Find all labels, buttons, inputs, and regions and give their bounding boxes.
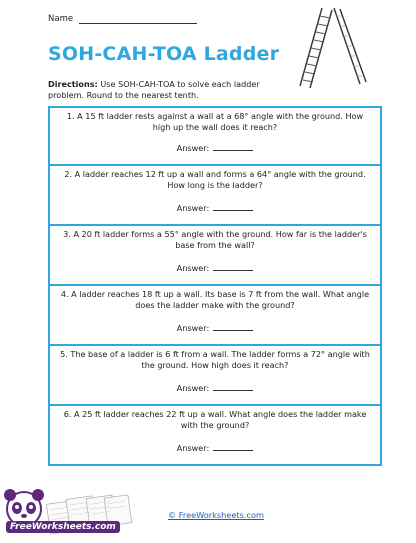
answer-blank[interactable] (213, 443, 253, 451)
answer-label: Answer: (176, 443, 210, 453)
ladder-illustration (292, 4, 370, 90)
copyright-link[interactable]: © FreeWorksheets.com (168, 510, 264, 520)
problem-list (48, 106, 382, 466)
answer-row (50, 383, 380, 394)
name-line[interactable] (79, 14, 197, 24)
problem-box (48, 106, 382, 166)
problem-box (48, 346, 382, 406)
problem-text: 1. A 15 ft ladder rests against a wall at a 68° angle with the ground. How high up the wall does it reach? (66, 111, 364, 132)
answer-blank[interactable] (213, 263, 253, 271)
answer-label: Answer: (176, 323, 210, 333)
problem-text: 5. The base of a ladder is 6 ft from a wall. The ladder forms a 72° angle with the ground. How high does it reach? (60, 349, 370, 370)
answer-row (50, 263, 380, 274)
problem-box (48, 166, 382, 226)
answer-label: Answer: (176, 263, 210, 273)
answer-label: Answer: (176, 203, 210, 213)
name-field-row (48, 14, 197, 24)
site-logo (0, 487, 140, 539)
problem-text: 2. A ladder reaches 12 ft up a wall and forms a 64° angle with the ground. How long is the ladder? (64, 169, 366, 190)
answer-blank[interactable] (213, 203, 253, 211)
problem-text: 3. A 20 ft ladder forms a 55° angle with the ground. How far is the ladder's base from the wall? (63, 229, 367, 250)
problem-text: 6. A 25 ft ladder reaches 22 ft up a wall. What angle does the ladder make with the ground? (63, 409, 367, 430)
answer-blank[interactable] (213, 143, 253, 151)
answer-row (50, 323, 380, 334)
name-label: Name (48, 14, 74, 24)
directions-label: Directions: (48, 79, 98, 89)
answer-label: Answer: (176, 383, 210, 393)
answer-label: Answer: (176, 143, 210, 153)
answer-row (50, 203, 380, 214)
problem-box (48, 406, 382, 466)
directions-text: Use SOH-CAH-TOA to solve each ladder problem. Round to the nearest tenth. (48, 79, 260, 100)
problem-text: 4. A ladder reaches 18 ft up a wall. Its base is 7 ft from the wall. What angle does the ladder make with the ground? (60, 289, 370, 310)
answer-blank[interactable] (213, 323, 253, 331)
answer-blank[interactable] (213, 383, 253, 391)
problem-box (48, 286, 382, 346)
answer-row (50, 443, 380, 454)
problem-box (48, 226, 382, 286)
directions (48, 79, 298, 101)
page-title: SOH-CAH-TOA Ladder (48, 43, 280, 65)
answer-row (50, 143, 380, 154)
logo-text: FreeWorksheets.com (6, 521, 120, 533)
